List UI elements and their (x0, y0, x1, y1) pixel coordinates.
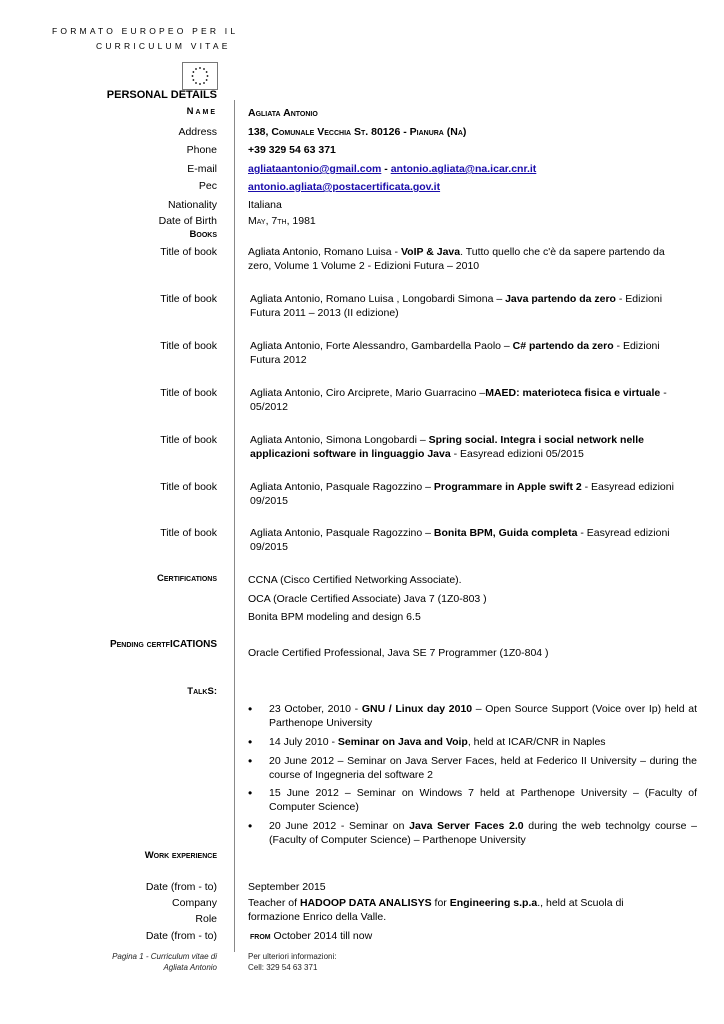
course-name: HADOOP DATA ANALISYS (299, 897, 432, 909)
book-entry (250, 433, 678, 461)
book-entry (250, 292, 678, 320)
address-value: 138, Comunale Vecchia St. 80126 - Pianura (Na) (248, 126, 467, 138)
certification-item: OCA (Oracle Certified Associate) Java 7 (1Z0-803 ) (248, 593, 487, 605)
document-title (52, 24, 238, 54)
company-label: Company (172, 897, 217, 909)
pec-link[interactable]: antonio.agliata@postacertificata.gov.it (248, 181, 441, 193)
address-label: Address (178, 126, 217, 138)
book-title-label: Title of book (160, 340, 217, 352)
email-link-icar[interactable]: antonio.agliata@na.icar.cnr.it (390, 163, 537, 175)
talk-text: 23 October, 2010 - (269, 703, 362, 715)
work-date2-value (250, 929, 678, 944)
bullet-icon: • (248, 702, 253, 716)
book-title-label: Title of book (160, 246, 217, 258)
talk-item (248, 786, 697, 814)
book-text: Agliata Antonio, Simona Longobardi – (250, 434, 429, 446)
nationality-label: Nationality (167, 199, 217, 211)
book-text: Agliata Antonio, Romano Luisa - (248, 246, 401, 258)
book-text: Agliata Antonio, Pasquale Ragozzino – (250, 527, 434, 539)
book-entry (250, 339, 678, 367)
company-name: Engineering s.p.a (449, 897, 538, 909)
book-text: - Easyread edizioni 09/2015 (250, 527, 670, 554)
book-text: Agliata Antonio, Romano Luisa , Longobardi Simona – (250, 293, 506, 305)
book-text: - Easyread edizioni 05/2015 (450, 448, 584, 461)
talk-text: 14 July 2010 - (269, 736, 338, 748)
email-value (248, 162, 676, 176)
book-entry (248, 245, 676, 273)
book-text: . Tutto quello che c'è da sapere partendo da zero, Volume 1 Volume 2 - Edizioni Futura – 2010 (248, 246, 665, 273)
talk-text: – Open Source Support (Voice over Ip) held at Parthenope University (269, 703, 697, 730)
dob-label: Date of Birth (158, 215, 217, 227)
book-title-label: Title of book (160, 481, 217, 493)
from-label: from (250, 931, 271, 942)
book-text: Agliata Antonio, Forte Alessandro, Gambardella Paolo – (250, 340, 513, 352)
pending-certifications-heading (110, 638, 217, 652)
talk-text: 15 June 2012 – Seminar on Windows 7 held at Parthenope University – (Faculty of Computer Science) (269, 787, 697, 814)
talk-item (248, 735, 697, 749)
book-title: MAED: materioteca fisica e virtuale (485, 387, 661, 399)
book-text: - Edizioni Futura 2012 (250, 340, 660, 367)
book-title: Programmare in Apple swift 2 (433, 481, 582, 493)
certification-item: Bonita BPM modeling and design 6.5 (248, 611, 421, 623)
name-value: Agliata Antonio (248, 107, 318, 119)
talk-highlight: Seminar on Java and Voip (337, 736, 468, 748)
talk-highlight: Java Server Faces 2.0 (409, 820, 524, 832)
footer-contact-info (248, 952, 336, 974)
bullet-icon: • (248, 735, 253, 749)
book-title: C# partendo da zero (512, 340, 614, 352)
name-label: Name (186, 106, 217, 117)
work-date-value: September 2015 (248, 881, 326, 893)
books-heading: Books (189, 229, 217, 240)
book-text: - Easyread edizioni 09/2015 (250, 481, 674, 508)
book-title: VoIP & Java (400, 246, 461, 258)
pec-value (248, 180, 676, 194)
phone-value: +39 329 54 63 371 (248, 144, 336, 156)
talk-text: 20 June 2012 – Seminar on Java Server Faces, held at Federico II University – during the course of Ingegneria del software 2 (269, 755, 697, 782)
company-value (248, 896, 676, 924)
email-label: E-mail (187, 163, 217, 175)
book-text: - Edizioni Futura 2011 – 2013 (II edizione) (250, 293, 663, 320)
company-text: for (431, 897, 450, 909)
pending-heading-part-1: Pending certf (109, 639, 170, 650)
pending-certification-item: Oracle Certified Professional, Java SE 7 Programmer (1Z0-804 ) (248, 647, 549, 659)
pec-label: Pec (198, 180, 217, 192)
talk-item (248, 754, 697, 782)
column-divider (234, 100, 235, 952)
talk-item (248, 819, 697, 847)
role-label: Role (195, 913, 217, 925)
date2-text: October 2014 till now (270, 930, 373, 942)
talks-heading: TalkS: (187, 686, 217, 697)
personal-details-heading: PERSONAL DETAILS (106, 89, 217, 101)
company-text: Teacher of (248, 897, 300, 909)
book-title-label: Title of book (160, 527, 217, 539)
bullet-icon: • (248, 754, 253, 768)
eu-flag-icon (182, 62, 218, 90)
phone-label: Phone (186, 144, 217, 156)
book-title: Java partendo da zero (505, 293, 616, 305)
talk-text: 20 June 2012 - Seminar on (269, 820, 410, 832)
title-line-2: CURRICULUM VITAE (96, 40, 231, 51)
book-title-label: Title of book (160, 387, 217, 399)
book-title-label: Title of book (160, 434, 217, 446)
nationality-value: Italiana (248, 199, 282, 211)
book-text: Agliata Antonio, Ciro Arciprete, Mario Guarracino – (250, 387, 486, 399)
book-entry (250, 386, 678, 414)
email-separator: - (381, 163, 391, 175)
footer-page-info (112, 952, 217, 974)
book-text: Agliata Antonio, Pasquale Ragozzino – (250, 481, 434, 493)
dob-value: May, 7th, 1981 (248, 215, 316, 227)
footer-right-line-1: Per ulteriori informazioni: (248, 952, 337, 961)
footer-left-line-1: Pagina 1 - Curriculum vitae di (112, 952, 217, 961)
footer-left-line-2: Agliata Antonio (163, 962, 217, 972)
title-line-1: FORMATO EUROPEO PER IL (52, 26, 239, 36)
email-link-gmail[interactable]: agliataantonio@gmail.com (248, 163, 382, 175)
talk-text: , held at ICAR/CNR in Naples (467, 736, 606, 748)
book-title: Bonita BPM, Guida completa (433, 527, 578, 539)
talk-highlight: GNU / Linux day 2010 (361, 703, 473, 715)
bullet-icon: • (248, 819, 253, 833)
certifications-heading: Certifications (156, 573, 217, 584)
book-title: Spring social. Integra i social network nelle applicazioni software in linguaggio Java (250, 434, 644, 461)
book-title-label: Title of book (160, 293, 217, 305)
bullet-icon: • (248, 786, 253, 800)
book-text: - 05/2012 (250, 387, 667, 414)
talk-item (248, 702, 697, 730)
work-date2-label: Date (from - to) (145, 930, 217, 942)
book-entry (250, 480, 678, 508)
certification-item: CCNA (Cisco Certified Networking Associate). (248, 574, 462, 586)
footer-right-line-2: Cell: 329 54 63 371 (248, 962, 318, 972)
book-entry (250, 526, 678, 554)
pending-heading-part-2: ICATIONS (169, 639, 217, 650)
work-date-label: Date (from - to) (145, 881, 217, 893)
talk-text: during the web technolgy course – (Faculty of Computer Science) – Parthenope University (269, 820, 697, 847)
work-experience-heading: Work experience (144, 850, 217, 861)
company-text: ., held at Scuola di formazione Enrico della Valle. (248, 897, 624, 924)
